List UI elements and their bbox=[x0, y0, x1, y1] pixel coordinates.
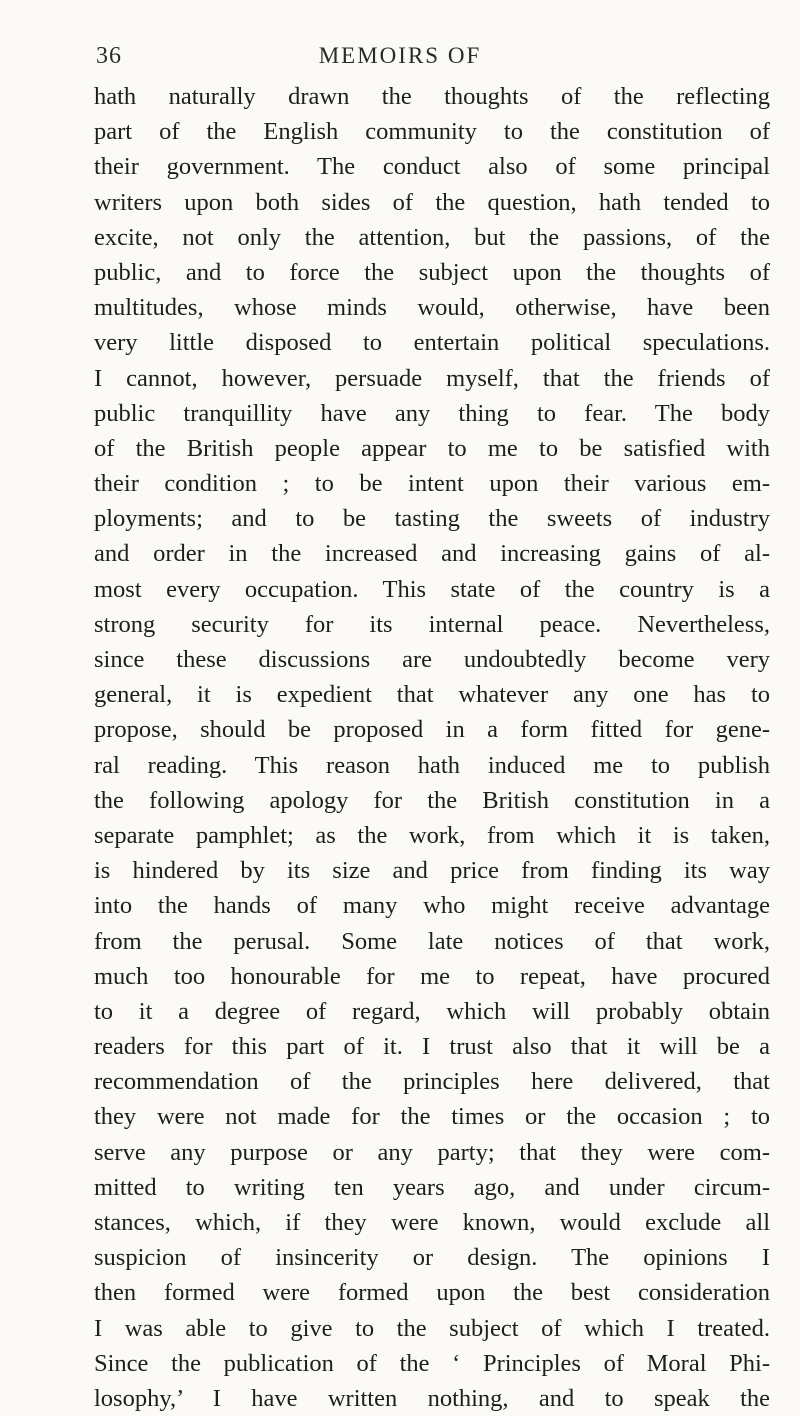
text-line: public tranquillity have any thing to fear. The body bbox=[94, 399, 770, 427]
text-line: then formed were formed upon the best consideration bbox=[94, 1279, 770, 1307]
text-line: excite, not only the attention, but the passions, of the bbox=[94, 223, 770, 251]
text-line: of the British people appear to me to be satisfied with bbox=[94, 434, 770, 462]
text-line: suspicion of insincerity or design. The opinions I bbox=[94, 1244, 770, 1272]
text-line: stances, which, if they were known, would exclude all bbox=[94, 1209, 770, 1236]
text-line: the following apology for the British constitution in a bbox=[94, 786, 770, 814]
text-line: since these discussions are undoubtedly become very bbox=[94, 646, 770, 673]
text-line: most every occupation. This state of the country is a bbox=[94, 575, 770, 603]
text-line: I was able to give to the subject of which I treated. bbox=[94, 1314, 770, 1342]
text-line: to it a degree of regard, which will probably obtain bbox=[94, 997, 770, 1025]
text-line: their government. The conduct also of some principal bbox=[94, 153, 770, 181]
page-number: 36 bbox=[96, 43, 122, 69]
text-line: I cannot, however, persuade myself, that the friends of bbox=[94, 364, 770, 392]
body-text bbox=[94, 79, 770, 1416]
text-line: part of the English community to the constitution of bbox=[94, 118, 770, 146]
text-line: mitted to writing ten years ago, and under circum- bbox=[94, 1173, 770, 1201]
text-line: their condition ; to be intent upon their various em- bbox=[94, 470, 770, 498]
text-line: they were not made for the times or the occasion ; to bbox=[94, 1103, 770, 1131]
text-line: recommendation of the principles here delivered, that bbox=[94, 1068, 770, 1096]
text-line: propose, should be proposed in a form fitted for gene- bbox=[94, 716, 770, 744]
text-line: general, it is expedient that whatever any one has to bbox=[94, 681, 770, 709]
text-line: multitudes, whose minds would, otherwise, have been bbox=[94, 294, 770, 322]
text-line: much too honourable for me to repeat, have procured bbox=[94, 962, 770, 990]
running-head-title: MEMOIRS OF bbox=[318, 43, 482, 68]
text-line: strong security for its internal peace. Nevertheless, bbox=[94, 610, 770, 638]
text-line: from the perusal. Some late notices of that work, bbox=[94, 927, 770, 955]
text-line: very little disposed to entertain political speculations. bbox=[94, 329, 770, 357]
text-line: separate pamphlet; as the work, from which it is taken, bbox=[94, 821, 770, 849]
text-line: is hindered by its size and price from finding its way bbox=[94, 857, 770, 885]
text-line: Since the publication of the ‘ Principles of Moral Phi- bbox=[94, 1349, 770, 1377]
text-line: hath naturally drawn the thoughts of the reflecting bbox=[94, 83, 770, 110]
text-line: public, and to force the subject upon the thoughts of bbox=[94, 258, 770, 286]
text-line: and order in the increased and increasing gains of al- bbox=[94, 540, 770, 568]
text-line: readers for this part of it. I trust also that it will be a bbox=[94, 1033, 770, 1061]
text-line: ployments; and to be tasting the sweets of industry bbox=[94, 505, 770, 533]
text-line: writers upon both sides of the question, hath tended to bbox=[94, 188, 770, 216]
text-line: ral reading. This reason hath induced me to publish bbox=[94, 751, 770, 779]
text-line: losophy,’ I have written nothing, and to speak the bbox=[94, 1384, 770, 1412]
text-line: serve any purpose or any party; that they were com- bbox=[94, 1138, 770, 1166]
text-line: into the hands of many who might receive advantage bbox=[94, 892, 770, 920]
